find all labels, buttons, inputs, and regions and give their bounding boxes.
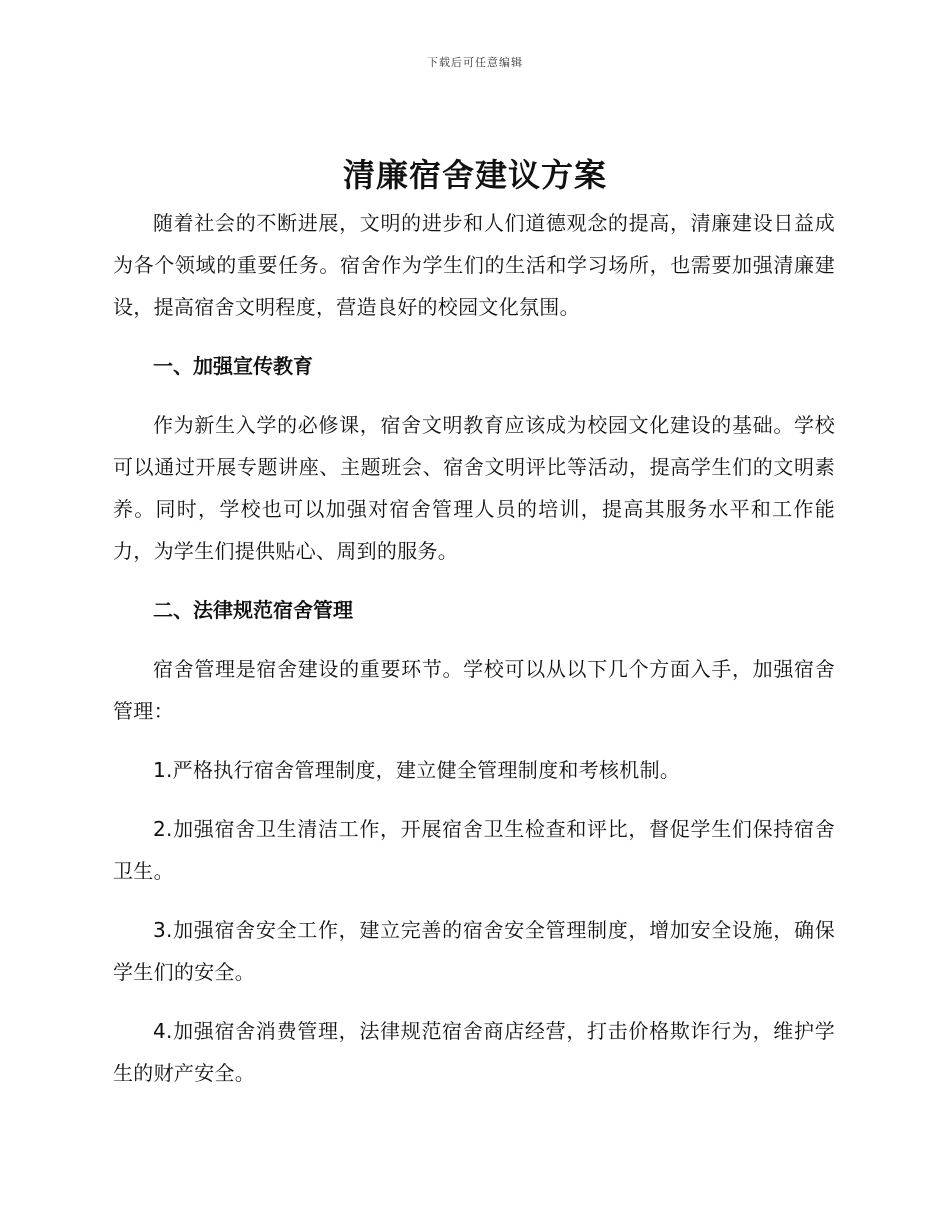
section-1-heading: 一、加强宣传教育 [153, 354, 313, 378]
header-note: 下载后可任意编辑 [427, 56, 523, 69]
list-item: 3.加强宿舍安全工作，建立完善的宿舍安全管理制度，增加安全设施，确保学生们的安全。 [113, 918, 835, 984]
section-2-heading: 二、法律规范宿舍管理 [153, 598, 353, 622]
list-item: 4.加强宿舍消费管理，法律规范宿舍商店经营，打击价格欺诈行为，维护学生的财产安全。 [113, 1019, 835, 1085]
intro-paragraph: 随着社会的不断进展，文明的进步和人们道德观念的提高，清廉建设日益成为各个领域的重要任务。宿舍作为学生们的生活和学习场所，也需要加强清廉建设，提高宿舍文明程度，营造良好的校园文化氛围。 [113, 211, 835, 319]
document-title: 清廉宿舍建议方案 [342, 156, 607, 194]
section-1-paragraph: 作为新生入学的必修课，宿舍文明教育应该成为校园文化建设的基础。学校可以通过开展专题讲座、主题班会、宿舍文明评比等活动，提高学生们的文明素养。同时，学校也可以加强对宿舍管理人员的培训，提高其服务水平和工作能力，为学生们提供贴心、周到的服务。 [113, 413, 835, 563]
section-2-intro: 宿舍管理是宿舍建设的重要环节。学校可以从以下几个方面入手，加强宿舍管理： [113, 657, 835, 723]
document-body [113, 202, 835, 1094]
list-item: 1.严格执行宿舍管理制度，建立健全管理制度和考核机制。 [153, 758, 681, 782]
list-item: 2.加强宿舍卫生清洁工作，开展宿舍卫生检查和评比，督促学生们保持宿舍卫生。 [113, 817, 835, 883]
